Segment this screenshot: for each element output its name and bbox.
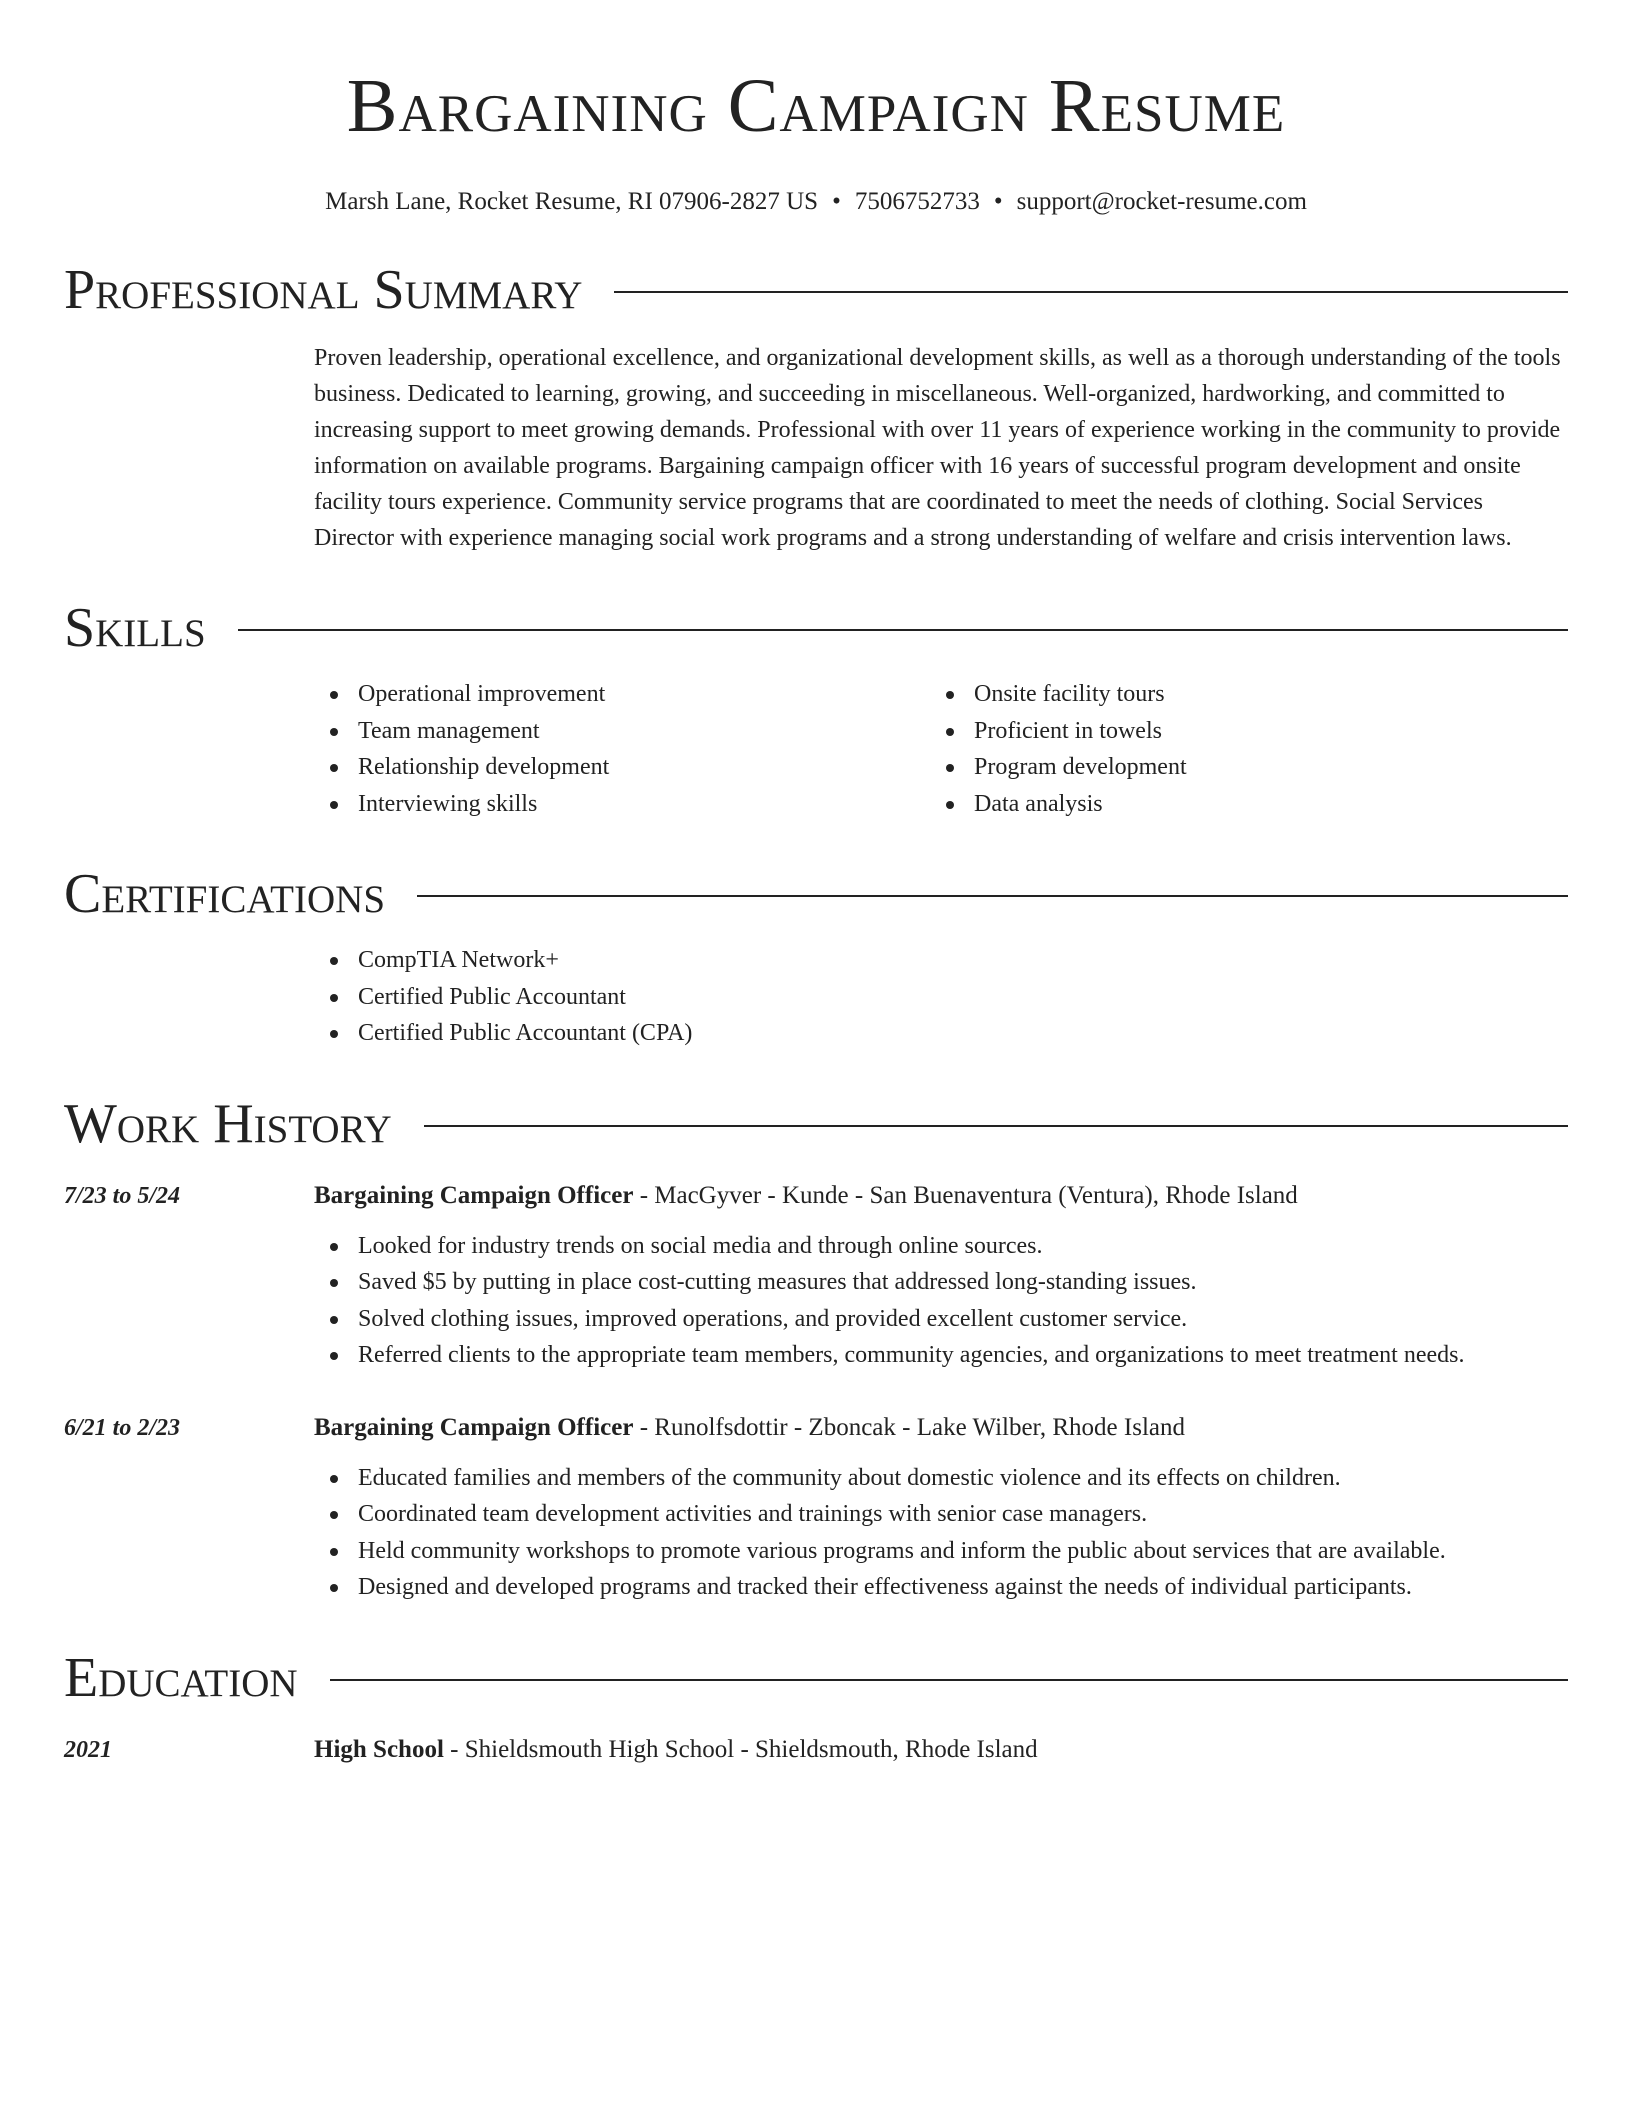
section-title-work-history: Work History: [64, 1092, 392, 1155]
skill-item: Interviewing skills: [314, 786, 930, 823]
section-divider: [614, 291, 1568, 293]
job-duties-list: [314, 1228, 1568, 1374]
certification-item: Certified Public Accountant (CPA): [314, 1015, 1568, 1052]
skill-item: Data analysis: [930, 786, 1546, 823]
certification-item: CompTIA Network+: [314, 942, 1568, 979]
job-employer: - Runolfsdottir - Zboncak - Lake Wilber, Rhode Island: [633, 1413, 1185, 1441]
contact-separator: •: [832, 188, 841, 215]
job-employer: - MacGyver - Kunde - San Buenaventura (Ventura), Rhode Island: [633, 1181, 1298, 1209]
skill-item: Program development: [930, 749, 1546, 786]
section-divider: [424, 1125, 1568, 1127]
job-entry: [64, 1178, 1568, 1374]
job-duty: Looked for industry trends on social media and through online sources.: [314, 1228, 1568, 1265]
job-duty: Coordinated team development activities and trainings with senior case managers.: [314, 1496, 1568, 1533]
skill-item: Onsite facility tours: [930, 676, 1546, 713]
skill-item: Relationship development: [314, 749, 930, 786]
job-body: [314, 1178, 1568, 1374]
job-title-line: [314, 1178, 1568, 1214]
contact-phone: 7506752733: [854, 188, 980, 215]
job-title-line: [314, 1410, 1568, 1446]
job-duty: Educated families and members of the community about domestic violence and its effects on children.: [314, 1460, 1568, 1497]
skills-grid: [314, 676, 1568, 822]
skills-list-right: [930, 676, 1546, 822]
education-year: 2021: [64, 1736, 112, 1763]
skill-item: Team management: [314, 713, 930, 750]
job-entry: [64, 1410, 1568, 1606]
skill-item: Proficient in towels: [930, 713, 1546, 750]
skill-item: Operational improvement: [314, 676, 930, 713]
section-divider: [330, 1679, 1568, 1681]
job-duty: Solved clothing issues, improved operations, and provided excellent customer service.: [314, 1301, 1568, 1338]
contact-address: Marsh Lane, Rocket Resume, RI 07906-2827 US: [325, 188, 819, 215]
job-dates: 7/23 to 5/24: [64, 1182, 181, 1209]
job-duty: Designed and developed programs and tracked their effectiveness against the needs of individual participants.: [314, 1569, 1568, 1606]
job-duty: Saved $5 by putting in place cost-cutting measures that addressed long-standing issues.: [314, 1264, 1568, 1301]
section-title-summary: Professional Summary: [64, 259, 583, 321]
job-body: [314, 1410, 1568, 1606]
education-degree: High School: [314, 1735, 444, 1763]
skills-list-left: [314, 676, 930, 822]
section-header-skills: [64, 596, 1568, 660]
job-title: Bargaining Campaign Officer: [314, 1413, 634, 1441]
job-title: Bargaining Campaign Officer: [314, 1181, 634, 1209]
job-duty: Referred clients to the appropriate team members, community agencies, and organizations to meet treatment needs.: [314, 1337, 1568, 1374]
job-dates: 6/21 to 2/23: [64, 1414, 181, 1441]
certifications-list: [314, 942, 1568, 1052]
section-header-summary: [64, 258, 1568, 322]
section-header-work-history: [64, 1092, 1568, 1156]
section-title-education: Education: [64, 1646, 298, 1709]
section-title-certifications: Certifications: [64, 863, 386, 925]
education-entry: [64, 1732, 1568, 1768]
education-line: [314, 1732, 1568, 1768]
contact-email: support@rocket-resume.com: [1016, 188, 1307, 215]
contact-line: [64, 186, 1568, 218]
job-duty: Held community workshops to promote various programs and inform the public about services that are available.: [314, 1533, 1568, 1570]
education-school: - Shieldsmouth High School - Shieldsmouth, Rhode Island: [443, 1735, 1038, 1763]
section-divider: [417, 895, 1568, 897]
job-duties-list: [314, 1460, 1568, 1606]
section-header-education: [64, 1646, 1568, 1710]
resume-name: Bargaining Campaign Resume: [346, 64, 1286, 148]
contact-separator: •: [993, 188, 1003, 215]
section-header-certifications: [64, 862, 1568, 926]
section-divider: [238, 629, 1568, 631]
certification-item: Certified Public Accountant: [314, 979, 1568, 1016]
section-title-skills: Skills: [64, 597, 206, 659]
summary-text: Proven leadership, operational excellence, and organizational development skills, as well as a thorough understanding of the tools business. Dedicated to learning, growing, and succeeding in miscellaneous. Well-organized, hardworking, and committed to increasing support to meet growing demands. Professional with over 11 years of experience working in the community to provide information on available programs. Bargaining campaign officer with 16 years of successful program development and onsite facility tours experience. Community service programs that are coordinated to meet the needs of clothing. Social Services Director with experience managing social work programs and a strong understanding of welfare and crisis intervention laws.: [314, 345, 1561, 551]
education-body: [314, 1732, 1568, 1768]
